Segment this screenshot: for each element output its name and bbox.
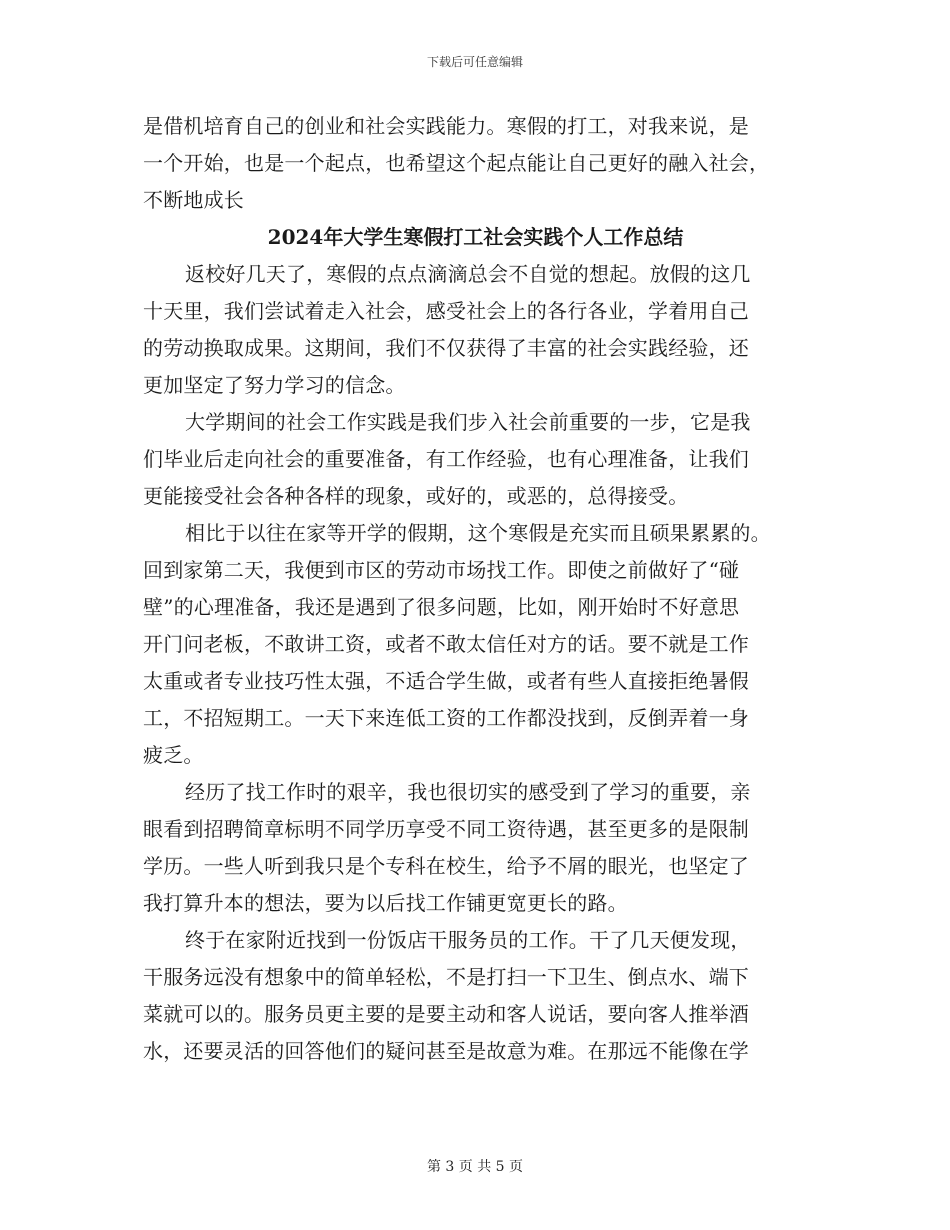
text-line: 一个开始，也是一个起点，也希望这个起点能让自己更好的融入社会， xyxy=(143,151,770,175)
text-line: 开门问老板，不敢讲工资，或者不敢太信任对方的话。要不就是工作 xyxy=(143,632,749,656)
text-line: 回到家第二天，我便到市区的劳动市场找工作。即使之前做好了“碰 xyxy=(143,558,740,582)
paragraph-5 xyxy=(143,922,808,1070)
paragraph-4 xyxy=(143,774,808,922)
text-line: 十天里，我们尝试着走入社会，感受社会上的各行各业，学着用自己 xyxy=(143,299,749,323)
paragraph-1 xyxy=(143,256,808,404)
paragraph-2 xyxy=(143,404,808,515)
continuation-paragraph xyxy=(143,108,808,219)
text-line: 大学期间的社会工作实践是我们步入社会前重要的一步，它是我 xyxy=(185,410,751,434)
page-number: 第 3 页 共 5 页 xyxy=(426,1159,524,1175)
text-line: 经历了找工作时的艰辛，我也很切实的感受到了学习的重要，亲 xyxy=(185,780,751,804)
text-line: 终于在家附近找到一份饭店干服务员的工作。干了几天便发现， xyxy=(185,928,751,952)
text-line: 太重或者专业技巧性太强，不适合学生做，或者有些人直接拒绝暑假 xyxy=(143,669,749,693)
paragraph-3 xyxy=(143,515,808,774)
text-line: 菜就可以的。服务员更主要的是要主动和客人说话，要向客人推举酒 xyxy=(143,1002,749,1026)
text-line: 更加坚定了努力学习的信念。 xyxy=(143,373,406,397)
text-line: 是借机培育自己的创业和社会实践能力。寒假的打工，对我来说，是 xyxy=(143,114,749,138)
text-line: 壁”的心理准备，我还是遇到了很多问题，比如，刚开始时不好意思 xyxy=(143,595,740,619)
text-line: 们毕业后走向社会的重要准备，有工作经验，也有心理准备，让我们 xyxy=(143,447,749,471)
document-body xyxy=(143,108,808,1070)
text-line: 眼看到招聘简章标明不同学历享受不同工资待遇，甚至更多的是限制 xyxy=(143,817,749,841)
text-line: 水，还要灵活的回答他们的疑问甚至是故意为难。在那远不能像在学 xyxy=(143,1039,749,1063)
article-title: 2024年大学生寒假打工社会实践个人工作总结 xyxy=(267,225,684,249)
text-line: 的劳动换取成果。这期间，我们不仅获得了丰富的社会实践经验，还 xyxy=(143,336,749,360)
text-line: 返校好几天了，寒假的点点滴滴总会不自觉的想起。放假的这几 xyxy=(185,262,751,286)
text-line: 工，不招短期工。一天下来连低工资的工作都没找到，反倒弄着一身 xyxy=(143,706,749,730)
text-line: 学历。一些人听到我只是个专科在校生，给予不屑的眼光，也坚定了 xyxy=(143,854,749,878)
text-line: 相比于以往在家等开学的假期，这个寒假是充实而且硕果累累的。 xyxy=(185,521,771,545)
text-line: 疲乏。 xyxy=(143,743,204,767)
text-line: 我打算升本的想法，要为以后找工作铺更宽更长的路。 xyxy=(143,891,628,915)
text-line: 不断地成长 xyxy=(143,188,244,212)
text-line: 干服务远没有想象中的简单轻松，不是打扫一下卫生、倒点水、端下 xyxy=(143,965,749,989)
text-line: 更能接受社会各种各样的现象，或好的，或恶的，总得接受。 xyxy=(143,484,689,508)
page-header: 下载后可任意编辑 xyxy=(426,55,523,69)
